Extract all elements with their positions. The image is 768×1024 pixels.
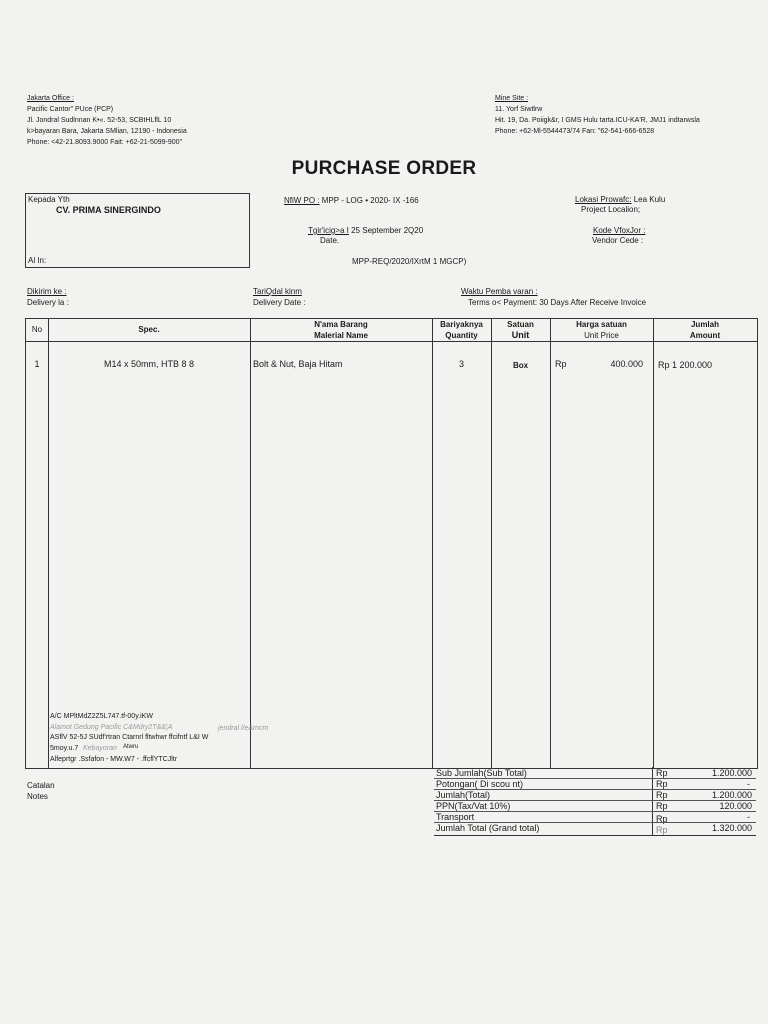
subtotal-value: 1.200.000 bbox=[711, 768, 752, 778]
date-label: Tgir'icig>a I bbox=[308, 226, 349, 235]
vendor-code-label: Kode VfoxJor : bbox=[593, 226, 646, 235]
row-quantity: 3 bbox=[458, 359, 464, 369]
column-divider bbox=[550, 319, 551, 768]
discount-value: - bbox=[747, 779, 750, 789]
transport-currency: Rp bbox=[656, 814, 668, 824]
header-unit-1: Satuan bbox=[507, 320, 534, 329]
document-title: PURCHASE ORDER bbox=[291, 158, 477, 179]
notes-label-id: Catalan bbox=[27, 781, 55, 790]
column-divider bbox=[491, 319, 492, 768]
deliver-to-label: Dikirim ke : bbox=[27, 287, 67, 296]
column-divider bbox=[48, 319, 49, 768]
mine-site-block bbox=[495, 93, 700, 137]
payment-terms: Terms o< Payment: 30 Days After Receive Invoice bbox=[468, 298, 647, 307]
to-label: Kepada Yth bbox=[28, 195, 70, 204]
header-material-name-1: N'ama Barang bbox=[314, 320, 368, 329]
row-material-name: Bolt & Nut, Baja Hitam bbox=[253, 359, 343, 369]
vendor-name: CV. PRIMA SINERGINDO bbox=[56, 205, 161, 215]
total-currency: Rp bbox=[656, 790, 668, 800]
total-row-grand-total bbox=[434, 823, 756, 834]
mine-site-line: 11. Yorf Siwtlrw bbox=[495, 106, 543, 113]
header-spec: Spec. bbox=[138, 325, 160, 334]
totals-bottom-line bbox=[434, 835, 756, 836]
header-unit-2: Unit bbox=[511, 330, 530, 340]
items-table bbox=[25, 318, 758, 769]
deliver-to-en-label: Delivery la : bbox=[27, 298, 69, 307]
location-en-label: Project Localion; bbox=[581, 205, 641, 214]
row-no: 1 bbox=[34, 359, 40, 369]
jakarta-office-line: k>bayaran Bara, Jakarta SMlian, 12190 - Indonesia bbox=[27, 128, 187, 135]
header-material-name-2: Malerial Name bbox=[314, 331, 368, 340]
bank-address-line: 5moy.u.7 bbox=[50, 745, 79, 752]
request-number: MPP-REQ/2020/IXrtM 1 MGCP) bbox=[352, 257, 467, 266]
jakarta-office-line: Jl. Jondral Sudlnnan K•«. 52-53, SCBtHLflL 10 bbox=[27, 117, 172, 124]
column-divider bbox=[432, 319, 433, 768]
location-label: Lokasi Prowafc: bbox=[575, 195, 632, 204]
transport-value: - bbox=[747, 812, 750, 822]
totals-row-line bbox=[434, 822, 756, 823]
payment-label: Waktu Pemba varan : bbox=[461, 287, 538, 296]
row-unit-price: 400.000 bbox=[610, 359, 643, 369]
jakarta-office-block bbox=[27, 93, 187, 148]
po-number-row bbox=[284, 196, 419, 206]
bank-address-line: jendral l/eAmcm bbox=[218, 725, 269, 732]
bank-address-line: ASflV 52-5J SUdf'rtran Ctarnrl fltwhwr ffcifntf L&I W bbox=[50, 734, 209, 741]
mine-site-heading: Mine Site : bbox=[495, 95, 529, 102]
location-value: Lea Kulu bbox=[633, 195, 666, 204]
tax-currency: Rp bbox=[656, 801, 668, 811]
jakarta-office-line: Phone: <42-21.8093.9000 Fait: +62-21-5099-900" bbox=[27, 139, 183, 146]
discount-currency: Rp bbox=[656, 779, 668, 789]
bank-address-line: Atwru bbox=[123, 744, 139, 750]
date-en-label: Date. bbox=[320, 236, 340, 245]
header-unit-price-2: Unit Price bbox=[584, 331, 619, 340]
totals-row-line bbox=[434, 778, 756, 779]
tax-value: 120.000 bbox=[719, 801, 752, 811]
po-number-label: NfiW PO : bbox=[284, 196, 320, 205]
header-amount-1: Jumlah bbox=[690, 320, 719, 329]
jakarta-office-heading: Jakarta Office : bbox=[27, 95, 74, 102]
row-price-currency: Rp bbox=[555, 359, 567, 369]
total-value: 1.200.000 bbox=[711, 790, 752, 800]
transport-label: Transport bbox=[436, 812, 475, 822]
subtotal-currency: Rp bbox=[656, 768, 668, 778]
column-divider bbox=[653, 319, 654, 768]
date-value: 25 September 2Q20 bbox=[351, 226, 424, 235]
vendor-box bbox=[25, 193, 250, 268]
bank-account-line: A/C MPltMdZ2Z5L747.tf-00y.iKW bbox=[50, 713, 153, 720]
jakarta-office-line: Pacific Cantor" PUce (PCP) bbox=[27, 106, 114, 113]
bank-address-line: Alamot Gedung Pacific C&Mdry2T&&¦A bbox=[50, 724, 173, 731]
grand-total-currency: Rp bbox=[656, 825, 668, 835]
tax-label: PPN(Tax/Vat 10%) bbox=[436, 801, 511, 811]
delivery-date-label: TariQdal kinm bbox=[253, 287, 302, 296]
location-row bbox=[575, 195, 665, 205]
mine-site-line: Hit. 19, Da. Poiigk&r, I GMS Hulu tarta.ICU-KA'R, JMJ1 indtarwsla bbox=[495, 117, 700, 124]
header-quantity-1: Bariyaknya bbox=[440, 320, 483, 329]
bank-address-line: Alfeprtgr .Ssfafon - MW.W7 - .ffcflYTCJltr bbox=[50, 756, 178, 763]
totals-row-line bbox=[434, 800, 756, 801]
header-quantity-2: Quantity bbox=[445, 331, 478, 340]
subtotal-label: Sub Jumlah(Sub Total) bbox=[436, 768, 527, 778]
header-no: No bbox=[31, 325, 43, 334]
mine-site-line: Phone: +62-Ml-5544473/74 Fan: "62-541-666-6528 bbox=[495, 128, 655, 135]
row-spec: M14 x 50mm, HTB 8 8 bbox=[103, 359, 195, 369]
header-unit-price-1: Harga satuan bbox=[576, 320, 627, 329]
header-divider bbox=[26, 341, 757, 342]
notes-label-en: Notes bbox=[27, 792, 48, 801]
date-row bbox=[308, 226, 423, 236]
row-amount: Rp 1 200.000 bbox=[658, 360, 713, 370]
delivery-date-en-label: Delivery Date : bbox=[253, 298, 306, 307]
row-unit: Box bbox=[512, 361, 529, 370]
attn-label: Al In: bbox=[28, 256, 47, 265]
grand-total-label: Jumlah Total (Grand total) bbox=[436, 823, 540, 833]
discount-label: Potongan( Di scou nt) bbox=[436, 779, 524, 789]
bank-address-line: Kebayoran bbox=[83, 745, 117, 752]
grand-total-value: 1.320.000 bbox=[711, 823, 752, 833]
totals-row-line bbox=[434, 811, 756, 812]
vendor-code-en-label: Vendor Cede : bbox=[592, 236, 644, 245]
header-amount-2: Amount bbox=[689, 331, 721, 340]
total-label: Jumlah(Total) bbox=[436, 790, 491, 800]
po-number-value: MPP - LOG • 2020- IX -166 bbox=[321, 196, 419, 205]
totals-row-line bbox=[434, 789, 756, 790]
column-divider bbox=[250, 319, 251, 768]
